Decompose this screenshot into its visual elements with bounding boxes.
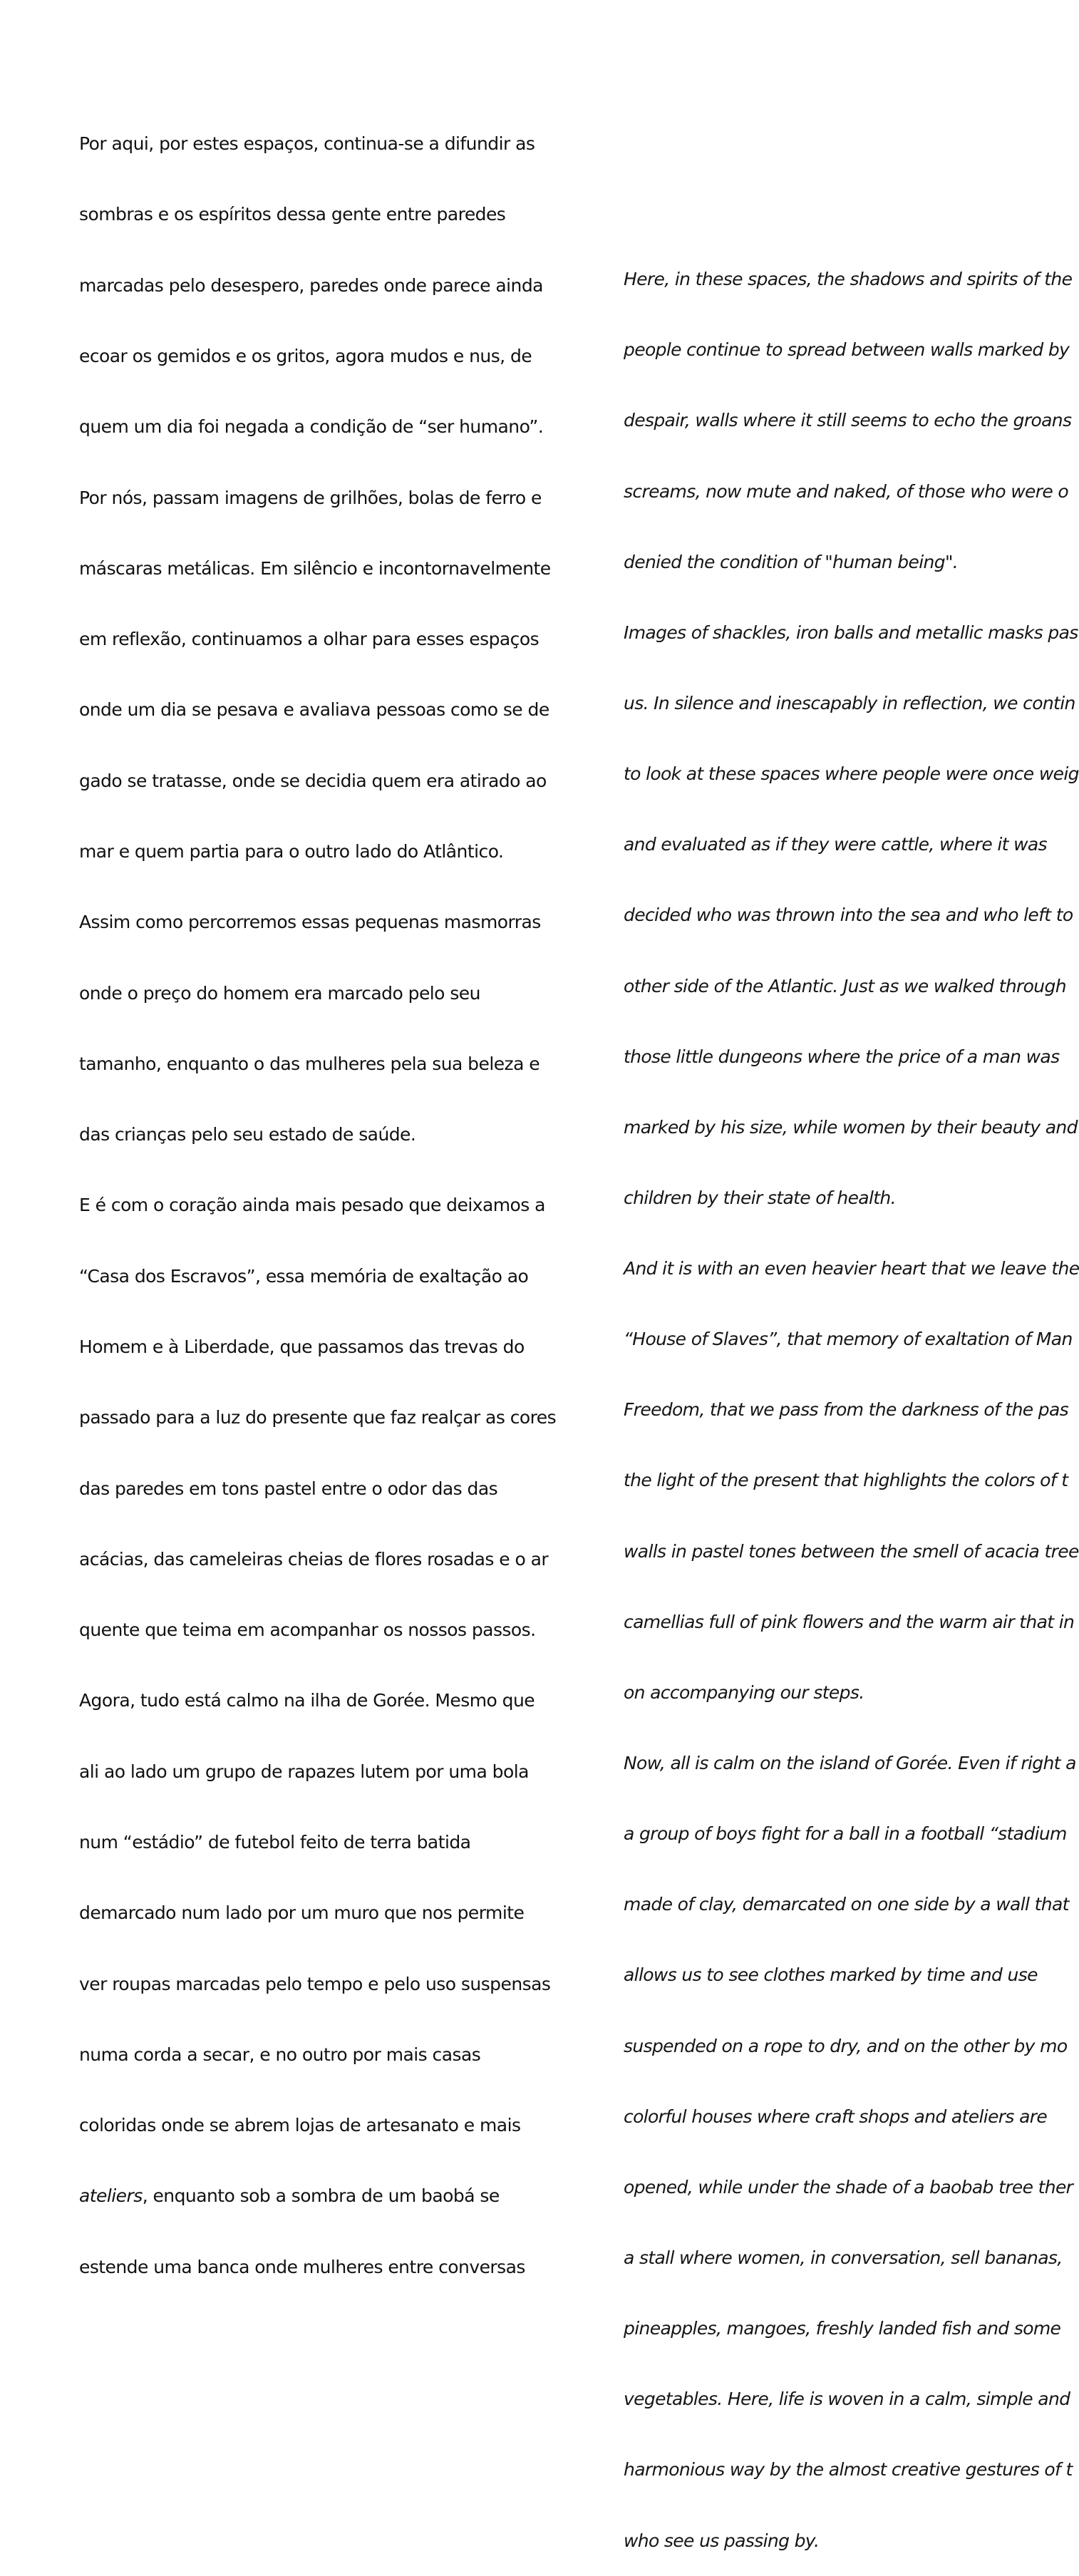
pt-line: Agora, tudo está calmo na ilha de Gorée. Mesmo que <box>79 1690 535 1711</box>
en-line: screams, now mute and naked, of those who were o <box>624 480 1069 502</box>
en-line: “House of Slaves”, that memory of exaltation of Man <box>624 1329 1073 1350</box>
en-line: on accompanying our steps. <box>624 1681 864 1703</box>
en-line: marked by his size, while women by their beauty and <box>624 1116 1078 1138</box>
en-line: denied the condition of "human being". <box>624 551 959 572</box>
pt-italic-word: ateliers <box>79 2185 143 2207</box>
pt-line: onde o preço do homem era marcado pelo seu <box>79 982 480 1004</box>
en-line: pineapples, mangoes, freshly landed fish and some <box>624 2318 1061 2339</box>
pt-line: “Casa dos Escravos”, essa memória de exaltação ao <box>79 1265 529 1287</box>
pt-line: quente que teima em acompanhar os nossos passos. <box>79 1619 536 1641</box>
en-line: opened, while under the shade of a baobab tree ther <box>624 2176 1073 2198</box>
pt-line: Homem e à Liberdade, que passamos das trevas do <box>79 1336 525 1357</box>
en-line: a stall where women, in conversation, sell bananas, <box>624 2247 1063 2269</box>
pt-line: numa corda a secar, e no outro por mais casas <box>79 2044 481 2065</box>
pt-line: sombras e os espíritos dessa gente entre paredes <box>79 204 506 225</box>
pt-line: gado se tratasse, onde se decidia quem era atirado ao <box>79 770 547 791</box>
en-line: Here, in these spaces, the shadows and spirits of the <box>624 269 1073 290</box>
pt-line: das paredes em tons pastel entre o odor das das <box>79 1478 498 1499</box>
en-line: to look at these spaces where people were once weig <box>624 763 1079 785</box>
pt-line: demarcado num lado por um muro que nos permite <box>79 1902 525 1924</box>
en-line: Freedom, that we pass from the darkness of the pas <box>624 1399 1069 1421</box>
pt-line: E é com o coração ainda mais pesado que deixamos a <box>79 1195 545 1216</box>
pt-line: Assim como percorremos essas pequenas masmorras <box>79 912 541 933</box>
pt-line: ver roupas marcadas pelo tempo e pelo uso suspensas <box>79 1973 551 1994</box>
pt-line: ali ao lado um grupo de rapazes lutem por uma bola <box>79 1761 529 1782</box>
pt-line: Por nós, passam imagens de grilhões, bolas de ferro e <box>79 487 542 508</box>
en-line: people continue to spread between walls marked by <box>624 339 1070 361</box>
en-line: us. In silence and inescapably in reflection, we contin <box>624 692 1075 713</box>
pt-line: marcadas pelo desespero, paredes onde parece ainda <box>79 274 543 296</box>
pt-line: ecoar os gemidos e os gritos, agora mudos e nus, de <box>79 346 532 367</box>
en-line: the light of the present that highlights the colors of t <box>624 1470 1068 1491</box>
pt-line: coloridas onde se abrem lojas de artesanato e mais <box>79 2115 521 2136</box>
en-line: suspended on a rope to dry, and on the other by mo <box>624 2035 1068 2056</box>
en-line: colorful houses where craft shops and ateliers are <box>624 2106 1048 2127</box>
en-line: decided who was thrown into the sea and who left to <box>624 905 1073 926</box>
pt-line-with-italic <box>79 2184 556 2207</box>
pt-line: quem um dia foi negada a condição de “ser humano”. <box>79 416 544 438</box>
en-line: made of clay, demarcated on one side by a wall that <box>624 1894 1069 1915</box>
en-line: children by their state of health. <box>624 1187 896 1208</box>
en-line: and evaluated as if they were cattle, where it was <box>624 834 1047 855</box>
pt-line: estende uma banca onde mulheres entre conversas <box>79 2256 525 2277</box>
pt-line: num “estádio” de futebol feito de terra batida <box>79 1831 471 1853</box>
pt-line: acácias, das cameleiras cheias de flores rosadas e o ar <box>79 1548 549 1570</box>
pt-line: passado para a luz do presente que faz realçar as cores <box>79 1407 557 1428</box>
en-line: walls in pastel tones between the smell of acacia tree <box>624 1540 1079 1562</box>
pt-line: das crianças pelo seu estado de saúde. <box>79 1124 416 1145</box>
en-line: a group of boys fight for a ball in a football “stadium <box>624 1823 1067 1845</box>
pt-line: tamanho, enquanto o das mulheres pela sua beleza e <box>79 1053 540 1074</box>
pt-line: em reflexão, continuamos a olhar para esses espaços <box>79 629 540 650</box>
en-line: despair, walls where it still seems to echo the groans <box>624 410 1072 431</box>
pt-line: mar e quem partia para o outro lado do Atlântico. <box>79 841 504 862</box>
pt-line: Por aqui, por estes espaços, continua-se a difundir as <box>79 133 535 155</box>
en-line: who see us passing by. <box>624 2530 820 2551</box>
en-line: Images of shackles, iron balls and metallic masks pas <box>624 622 1078 643</box>
en-line: allows us to see clothes marked by time and use <box>624 1964 1038 1986</box>
pt-line-rest: , enquanto sob a sombra de um baobá se <box>142 2185 500 2207</box>
en-line: camellias full of pink flowers and the warm air that in <box>624 1611 1075 1632</box>
en-line: Now, all is calm on the island of Gorée. Even if right a <box>624 1753 1076 1774</box>
en-line: other side of the Atlantic. Just as we walked through <box>624 975 1066 996</box>
en-line: those little dungeons where the price of a man was <box>624 1046 1060 1067</box>
pt-line: onde um dia se pesava e avaliava pessoas como se de <box>79 699 549 721</box>
english-text-column <box>624 220 1079 2576</box>
en-line: harmonious way by the almost creative gestures of t <box>624 2459 1073 2480</box>
en-line: And it is with an even heavier heart that we leave the <box>624 1258 1079 1279</box>
en-line: vegetables. Here, life is woven in a calm, simple and <box>624 2389 1070 2410</box>
portuguese-text-column <box>79 85 556 2302</box>
pt-line: máscaras metálicas. Em silêncio e incontornavelmente <box>79 557 551 579</box>
